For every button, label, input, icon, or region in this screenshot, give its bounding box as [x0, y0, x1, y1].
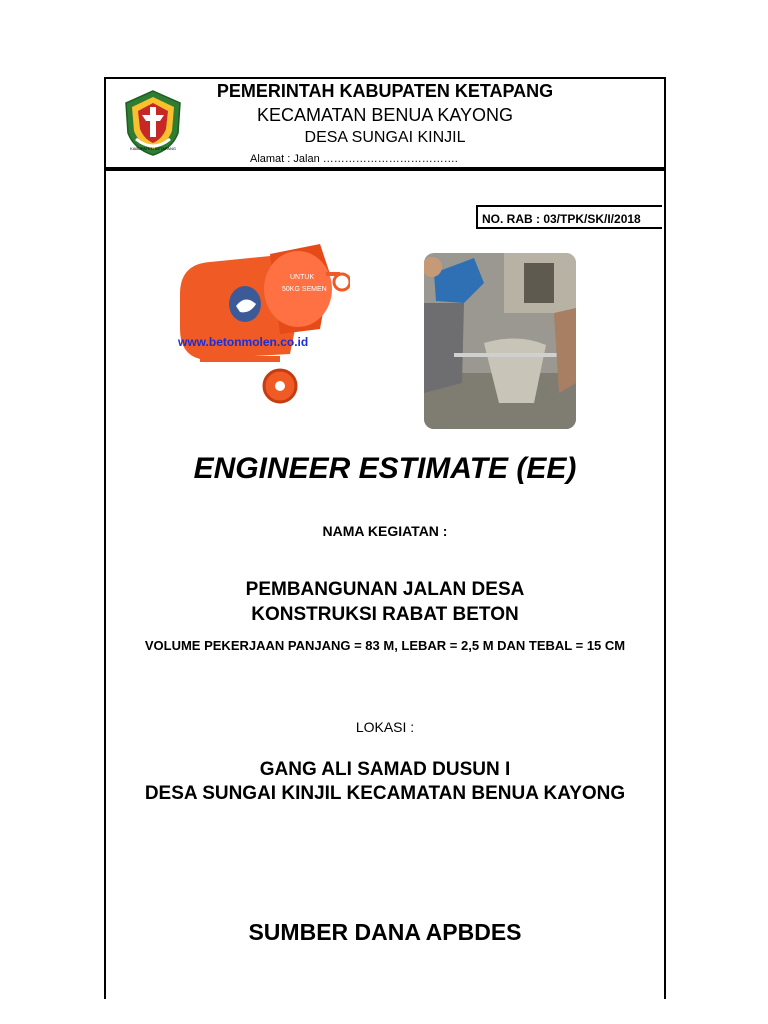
header-divider: [106, 169, 664, 171]
activity-line-2: KONSTRUKSI RABAT BETON: [251, 604, 519, 625]
document-frame: [104, 77, 666, 999]
document-title: ENGINEER ESTIMATE (EE): [193, 452, 577, 485]
district-name: KECAMATAN BENUA KAYONG: [256, 105, 514, 125]
mixer-text-1: UNTUK: [290, 274, 315, 281]
activity-line-1: PEMBANGUNAN JALAN DESA: [245, 579, 525, 600]
workers-photo: [424, 253, 576, 429]
mixer-text-2: 50KG SEMEN: [282, 286, 327, 293]
rab-number: NO. RAB : 03/TPK/SK/I/2018: [476, 205, 662, 229]
activity-label: NAMA KEGIATAN :: [322, 523, 448, 539]
government-name: PEMERINTAH KABUPATEN KETAPANG: [216, 81, 554, 101]
address-line: Alamat : Jalan ……………………………….: [250, 153, 458, 165]
village-name: DESA SUNGAI KINJIL: [304, 129, 466, 146]
location-label: LOKASI :: [355, 719, 415, 735]
location-line-2: DESA SUNGAI KINJIL KECAMATAN BENUA KAYONG: [144, 783, 626, 804]
letterhead: [106, 79, 664, 169]
location-line-1: GANG ALI SAMAD DUSUN I: [259, 759, 511, 780]
work-volume: VOLUME PEKERJAAN PANJANG = 83 M, LEBAR = 2,5 M DAN TEBAL = 15 CM: [144, 638, 626, 653]
concrete-mixer-icon: [170, 234, 350, 414]
mixer-website: www.betonmolen.co.id: [178, 335, 309, 349]
funding-source: SUMBER DANA APBDES: [248, 919, 522, 945]
logo-text: KABUPATEN KETAPANG: [130, 146, 176, 151]
